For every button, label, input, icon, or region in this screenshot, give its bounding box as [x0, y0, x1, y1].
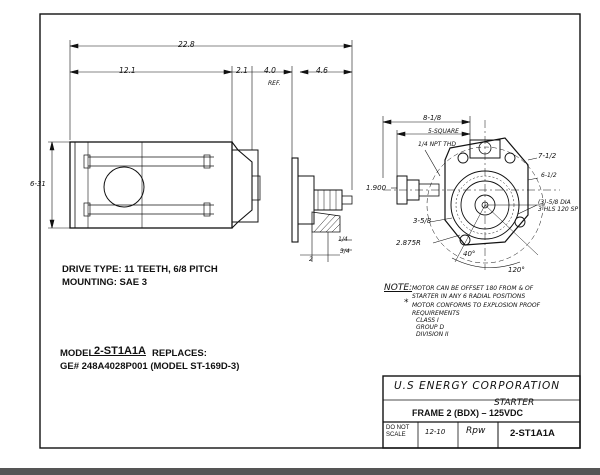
dim-pilot: 3-5/8	[413, 217, 432, 225]
dim-shaft: 4.6	[316, 66, 328, 75]
title-block-scale-1: DO NOT	[386, 425, 410, 431]
dim-step2: 3/4	[340, 248, 350, 255]
note-line: REQUIREMENTS	[412, 310, 460, 317]
dim-mount-dia: 1.900	[366, 184, 387, 192]
note-line: GROUP D	[416, 324, 445, 331]
note-line: STARTER IN ANY 6 RADIAL POSITIONS	[412, 293, 526, 300]
starter-end-view	[383, 120, 560, 270]
dim-face-outer: 8-1/8	[423, 114, 442, 122]
end-view-dimension-lines	[383, 116, 538, 243]
note-line: CLASS I	[416, 317, 439, 324]
dim-height: 6-31	[30, 180, 46, 188]
model-replaces: REPLACES:	[152, 348, 207, 359]
note-star: *	[404, 298, 409, 308]
dim-overall: 22.8	[178, 40, 195, 49]
note-title: NOTE:	[384, 283, 413, 293]
dim-radius: 2.875R	[396, 239, 421, 247]
title-block-company: U.S ENERGY CORPORATION	[394, 380, 561, 392]
dim-angle: 40°	[463, 250, 476, 258]
model-number: 2-ST1A1A	[94, 345, 146, 357]
dim-gap: 2.1	[236, 66, 248, 75]
dim-holes: (3)-5/8 DIA	[538, 199, 571, 206]
note-line: MOTOR CAN BE OFFSET 180 FROM & OF	[412, 285, 534, 292]
mounting-text: MOUNTING: SAE 3	[62, 277, 147, 288]
dim-angle-total: 120°	[508, 266, 525, 274]
title-block-item: STARTER	[494, 398, 535, 408]
note-line: DIVISION II	[416, 331, 449, 338]
title-block-frame-text: FRAME 2 (BDX) – 125VDC	[412, 408, 524, 418]
title-block-initials: Rpw	[466, 426, 486, 436]
dim-nose: 4.0	[264, 66, 276, 75]
dim-holes-2: 3 HLS 120 SP	[538, 206, 579, 213]
dim-bolt-circle-2: 6-1/2	[541, 172, 557, 179]
dim-bolt-circle: 7-1/2	[538, 152, 557, 160]
dim-nose-ref: REF.	[268, 80, 281, 87]
side-view-dimension-lines	[48, 40, 352, 262]
dim-face-inner: 5-SQUARE	[428, 128, 459, 135]
scan-bottom-edge	[0, 468, 600, 475]
model-line2: GE# 248A4028P001 (MODEL ST-169D-3)	[60, 361, 240, 372]
title-block-part-no: 2-ST1A1A	[510, 428, 555, 439]
title-block-scale-2: SCALE	[386, 432, 406, 438]
dim-step1: 1/4	[338, 236, 348, 243]
title-block-date: 12-10	[425, 428, 446, 436]
model-prefix: MODEL	[60, 348, 95, 359]
starter-side-view	[70, 142, 352, 242]
dim-pipe-thread: 1/4 NPT THD	[418, 141, 457, 148]
dim-body: 12.1	[119, 66, 136, 75]
dim-offset: 2	[309, 256, 313, 263]
drive-type-text: DRIVE TYPE: 11 TEETH, 6/8 PITCH	[62, 264, 218, 275]
note-line: MOTOR CONFORMS TO EXPLOSION PROOF	[412, 302, 541, 309]
